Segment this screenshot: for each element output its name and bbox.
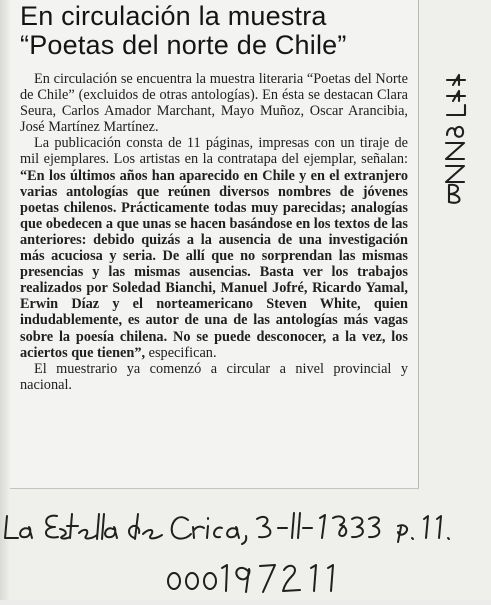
handwritten-source-line <box>0 505 491 545</box>
article-headline <box>20 2 416 60</box>
headline-line-2: “Poetas del norte de Chile” <box>20 30 347 60</box>
paragraph-2 <box>20 135 408 360</box>
handwritten-catalog-code <box>160 548 410 600</box>
source-line-drawing <box>0 505 491 545</box>
handwritten-margin-note <box>430 58 474 208</box>
catalog-code-drawing <box>160 548 410 600</box>
paragraph-2-intro: La publicación consta de 11 páginas, impresas con un tiraje de mil ejemplares. Los artistas en la contratapa del ejemplar, señalan: <box>20 135 408 168</box>
article-body <box>20 71 408 393</box>
headline-line-1: En circulación la muestra <box>20 1 327 31</box>
paragraph-3: El muestrario ya comenzó a circular a nivel provincial y nacional. <box>20 360 408 393</box>
paragraph-1: En circulación se encuentra la muestra literaria “Poetas del Norte de Chile” (excluidos de otras antologías). En ésta se destacan Clara Seura, Carlos Amador Marchant, Mayo Muñoz, Oscar Arancibia, José Martínez Martínez. <box>20 71 408 136</box>
margin-note-drawing <box>430 58 474 208</box>
paragraph-2-end: especifican. <box>145 344 217 361</box>
paragraph-2-quote: “En los últimos años han aparecido en Chile y en el extranjero varias antologías que reúnen diversos nombres de jóvenes poetas chilenos. Prácticamente todas muy parecidas; analogías que obedecen a que unas se hacen basándose en los textos de las anteriores: debido quizás a la ausencia de una investigación más acuciosa y seria. De allí que no sorprendan las mismas presencias y las mismas ausencias. Basta ver los trabajos realizados por Soledad Bianchi, Manuel Jofré, Ricardo Yamal, Erwin Díaz y el norteamericano Steven White, quien indudablemente, es autor de una de las antologías más vagas sobre la poesía chilena. No se puede desconocer, a la vez, los aciertos que tienen”, <box>20 167 408 361</box>
